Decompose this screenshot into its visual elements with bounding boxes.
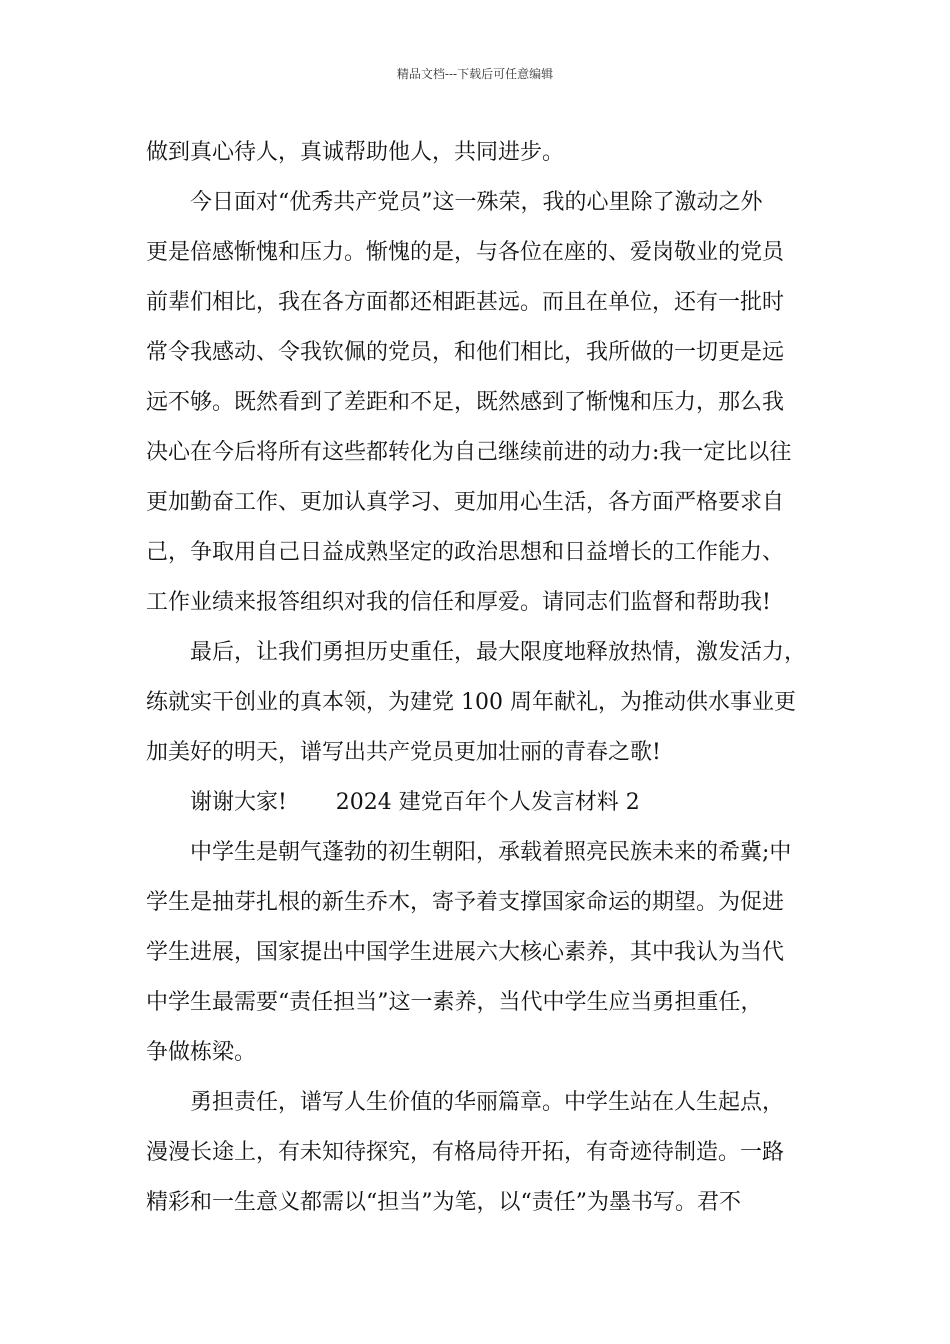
text-line: 工作业绩来报答组织对我的信任和厚爱。请同志们监督和帮助我! — [146, 590, 771, 615]
text-line: 远不够。既然看到了差距和不足，既然感到了惭愧和压力，那么我 — [146, 390, 785, 415]
text-line: 加美好的明天，谱写出共产党员更加壮丽的青春之歌! — [146, 740, 661, 765]
text-line: 争做栋梁。 — [146, 1040, 257, 1065]
text-line: 前辈们相比，我在各方面都还相距甚远。而且在单位，还有一批时 — [146, 290, 785, 315]
text-line: 中学生是朝气蓬勃的初生朝阳，承载着照亮民族未来的希冀;中 — [190, 840, 792, 865]
page-header: 精品文档---下载后可任意编辑 — [396, 67, 554, 81]
text-line: 中学生最需要“责任担当”这一素养，当代中学生应当勇担重任， — [146, 990, 763, 1015]
text-line: 常令我感动、令我钦佩的党员，和他们相比，我所做的一切更是远 — [146, 340, 785, 365]
text-line: 己，争取用自己日益成熟坚定的政治思想和日益增长的工作能力、 — [146, 540, 785, 565]
text-line: 学生进展，国家提出中国学生进展六大核心素养，其中我认为当代 — [146, 940, 785, 965]
text-line: 勇担责任，谱写人生价值的华丽篇章。中学生站在人生起点， — [190, 1090, 785, 1115]
text-line: 更加勤奋工作、更加认真学习、更加用心生活，各方面严格要求自 — [146, 490, 785, 515]
text-line: 今日面对“优秀共产党员”这一殊荣，我的心里除了激动之外 — [190, 190, 763, 215]
text-line: 最后，让我们勇担历史重任，最大限度地释放热情，激发活力， — [190, 640, 807, 665]
text-line: 学生是抽芽扎根的新生乔木，寄予着支撑国家命运的期望。为促进 — [146, 890, 785, 915]
text-line: 漫漫长途上，有未知待探究，有格局待开拓，有奇迹待制造。一路 — [146, 1140, 785, 1165]
text-line: 做到真心待人，真诚帮助他人，共同进步。 — [146, 140, 565, 165]
text-line: 精彩和一生意义都需以“担当”为笔，以“责任”为墨书写。君不 — [146, 1190, 741, 1215]
text-line: 练就实干创业的真本领，为建党 100 周年献礼，为推动供水事业更 — [146, 690, 796, 715]
text-line: 更是倍感惭愧和压力。惭愧的是，与各位在座的、爱岗敬业的党员 — [146, 240, 785, 265]
text-line: 谢谢大家! 2024 建党百年个人发言材料 2 — [190, 790, 640, 815]
text-line: 决心在今后将所有这些都转化为自己继续前进的动力:我一定比以往 — [146, 440, 792, 465]
document-body — [146, 128, 826, 1228]
